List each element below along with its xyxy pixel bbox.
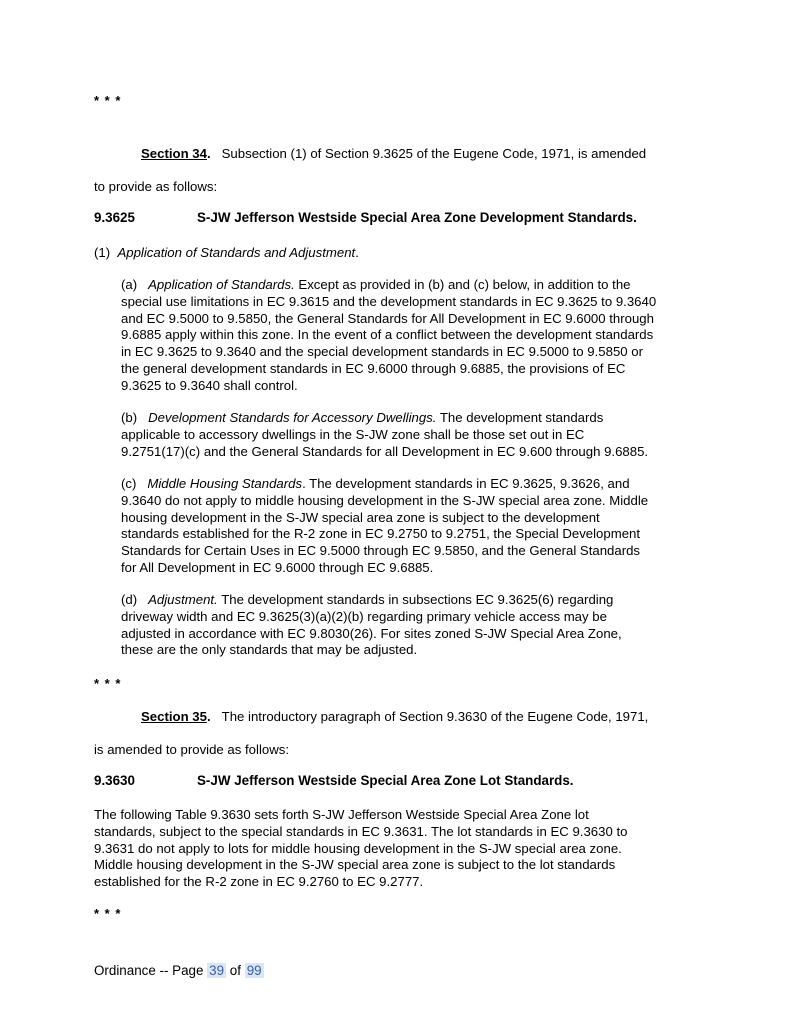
paragraph-lot-line: 9.3631 do not apply to lots for middle housing development in the S-JW special area zone. — [94, 840, 622, 856]
separator-bottom: * * * — [94, 906, 122, 921]
section-35-intro: Section 35. The introductory paragraph of Section 9.3630 of the Eugene Code, 1971, — [141, 709, 649, 724]
paragraph-c-line: housing development in the S-JW special area zone is subject to the development — [121, 509, 600, 525]
section-35-lead: The introductory paragraph of Section 9.3630 of the Eugene Code, 1971, — [221, 709, 649, 724]
section-34-label: Section 34 — [141, 146, 207, 161]
paragraph-a-prefix: (a) — [121, 277, 138, 292]
paragraph-a-line: and EC 9.5000 to 9.5850, the General Standards for All Development in EC 9.6000 through — [121, 310, 654, 326]
paragraph-b-line: (b) Development Standards for Accessory Dwellings. The development standards — [121, 410, 604, 425]
footer-page-number: 39 — [209, 963, 225, 978]
paragraph-d-line: these are the only standards that may be adjusted. — [121, 642, 418, 658]
paragraph-lot-standards — [94, 807, 714, 891]
paragraph-c-line: for All Development in EC 9.6000 through EC 9.6885. — [121, 559, 434, 575]
paragraph-lot-line: established for the R-2 zone in EC 9.2760 to EC 9.2777. — [94, 874, 424, 890]
paragraph-c-title: Middle Housing Standards — [147, 476, 303, 491]
paragraph-c-prefix: (c) — [121, 476, 137, 491]
subsection-1-number: (1) — [94, 245, 111, 260]
paragraph-a-line: 9.3625 to 9.3640 shall control. — [121, 377, 298, 393]
separator-top: * * * — [94, 93, 122, 108]
subsection-1: (1) Application of Standards and Adjustment. — [94, 245, 359, 260]
paragraph-c-line: Standards for Certain Uses in EC 9.5000 through EC 9.5850, and the General Standards — [121, 543, 641, 559]
paragraph-d-title: Adjustment. — [148, 592, 218, 607]
section-34-continuation: to provide as follows: — [94, 179, 218, 194]
footer-of: of — [229, 963, 241, 978]
paragraph-d-line: (d) Adjustment. The development standards in subsections EC 9.3625(6) regarding — [121, 592, 614, 607]
paragraph-lot-line: standards, subject to the special standards in EC 9.3631. The lot standards in EC 9.3630 to — [94, 823, 628, 839]
paragraph-b-line: 9.2751(17)(c) and the General Standards for all Development in EC 9.600 through 9.6885. — [121, 443, 649, 459]
paragraph-lot-line: Middle housing development in the S-JW special area zone is subject to the lot standards — [94, 857, 616, 873]
page-footer — [94, 963, 264, 978]
paragraph-a-title: Application of Standards. — [148, 277, 295, 292]
footer-total-pages: 99 — [246, 963, 262, 978]
paragraph-a — [121, 277, 711, 395]
paragraph-c-line: standards established for the R-2 zone in EC 9.2750 to 9.2751, the Special Development — [121, 526, 641, 542]
heading-9-3630-title: S-JW Jefferson Westside Special Area Zone Lot Standards. — [197, 773, 574, 788]
paragraph-a-line: in EC 9.3625 to 9.3640 and the special development standards in EC 9.5000 to 9.5850 or — [121, 344, 644, 360]
heading-9-3625-title: S-JW Jefferson Westside Special Area Zone Development Standards. — [197, 210, 637, 225]
section-35-label: Section 35 — [141, 709, 207, 724]
paragraph-b — [121, 410, 711, 460]
paragraph-a-line: special use limitations in EC 9.3615 and the development standards in EC 9.3625 to 9.3640 — [121, 293, 657, 309]
paragraph-c-line: (c) Middle Housing Standards. The development standards in EC 9.3625, 9.3626, and — [121, 476, 630, 491]
heading-9-3625-number: 9.3625 — [94, 210, 135, 225]
paragraph-c-line: 9.3640 do not apply to middle housing development in the S-JW special area zone. Middle — [121, 492, 649, 508]
paragraph-d-line: adjusted in accordance with EC 9.8030(26). For sites zoned S-JW Special Area Zone, — [121, 625, 622, 641]
subsection-1-title: Application of Standards and Adjustment — [117, 245, 356, 260]
section-35-continuation: is amended to provide as follows: — [94, 742, 289, 757]
paragraph-b-line: applicable to accessory dwellings in the S-JW zone shall be those set out in EC — [121, 426, 585, 442]
paragraph-a-line: the general development standards in EC 9.6000 through 9.6885, the provisions of EC — [121, 360, 626, 376]
paragraph-c — [121, 476, 711, 577]
section-34-lead: Subsection (1) of Section 9.3625 of the Eugene Code, 1971, is amended — [221, 146, 647, 161]
section-34-intro: Section 34. Subsection (1) of Section 9.3625 of the Eugene Code, 1971, is amended — [141, 146, 647, 161]
separator-middle: * * * — [94, 676, 122, 691]
paragraph-a-line: (a) Application of Standards. Except as provided in (b) and (c) below, in addition to the — [121, 277, 631, 292]
paragraph-d-prefix: (d) — [121, 592, 138, 607]
heading-9-3630-number: 9.3630 — [94, 773, 135, 788]
paragraph-b-prefix: (b) — [121, 410, 138, 425]
paragraph-d-line: driveway width and EC 9.3625(3)(a)(2)(b) regarding primary vehicle access may be — [121, 608, 607, 624]
paragraph-d — [121, 592, 711, 659]
paragraph-a-line: 9.6885 apply within this zone. In the event of a conflict between the development standards — [121, 327, 654, 343]
footer-prefix: Ordinance -- Page — [94, 963, 204, 978]
paragraph-b-title: Development Standards for Accessory Dwellings. — [148, 410, 437, 425]
paragraph-lot-line: The following Table 9.3630 sets forth S-JW Jefferson Westside Special Area Zone lot — [94, 807, 589, 822]
